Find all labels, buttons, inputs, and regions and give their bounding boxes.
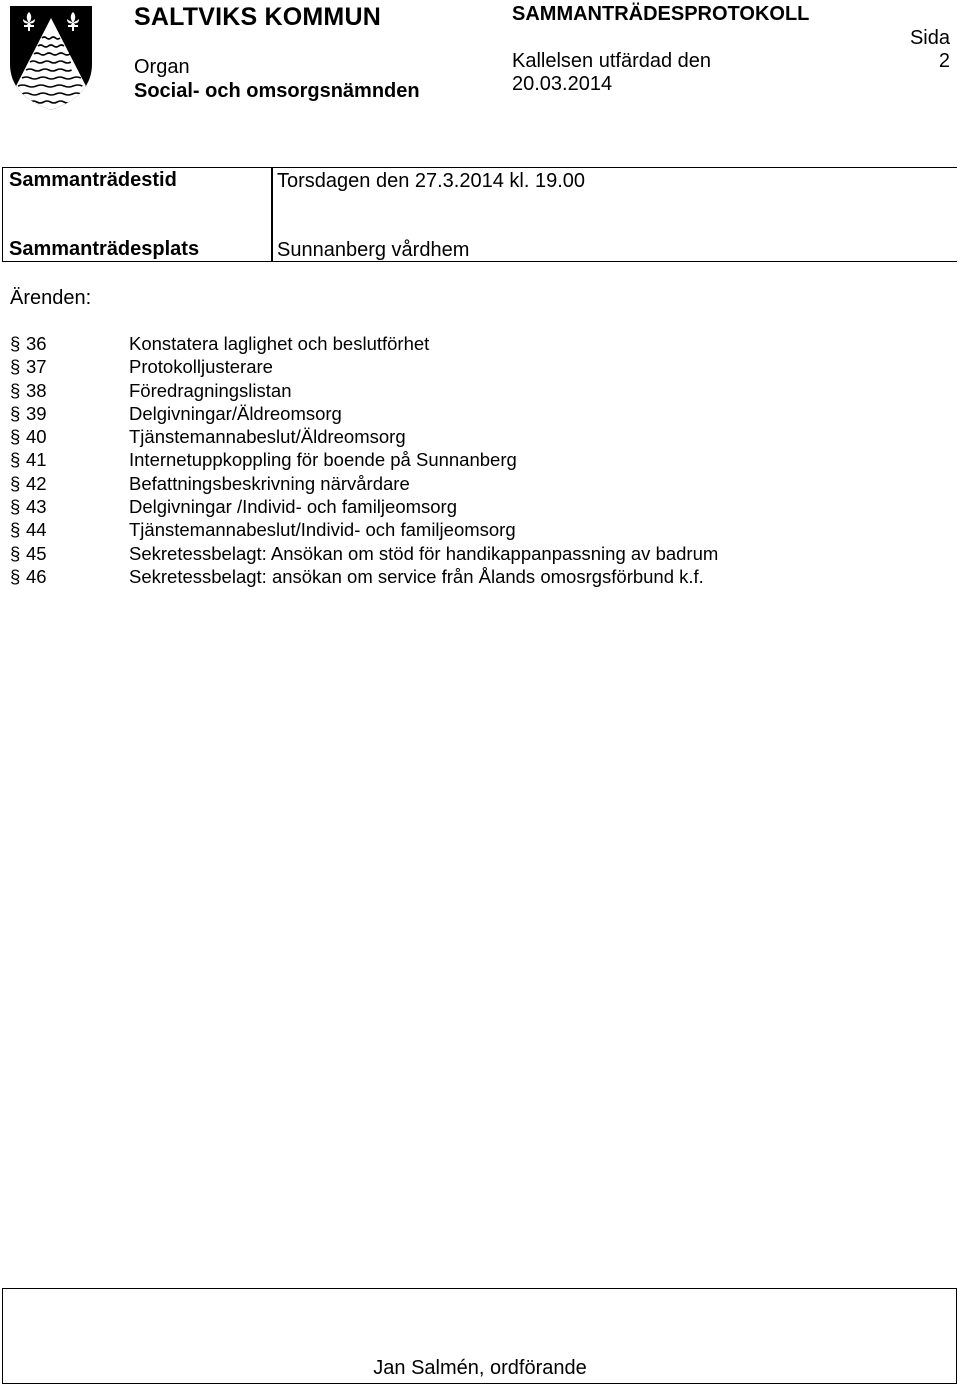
agenda-item-number: 40 <box>26 426 47 448</box>
notice-date-label: Kallelsen utfärdad den <box>512 50 712 72</box>
meeting-place-value: Sunnanberg vårdhem <box>277 239 470 261</box>
agenda-item-title: Befattningsbeskrivning närvårdare <box>129 472 410 494</box>
section-symbol: § <box>10 449 21 471</box>
municipality-name: SALTVIKS KOMMUN <box>134 3 381 31</box>
section-symbol: § <box>10 496 21 518</box>
agenda-item-title: Tjänstemannabeslut/Äldreomsorg <box>129 426 406 448</box>
agenda-item-number: 37 <box>26 356 47 378</box>
agenda-item-number: 39 <box>26 402 47 424</box>
section-symbol: § <box>10 379 21 401</box>
agenda-item-title: Delgivningar /Individ- och familjeomsorg <box>129 496 458 518</box>
agenda-item-number: 46 <box>26 565 47 587</box>
chairman-signature: Jan Salmén, ordförande <box>373 1357 587 1379</box>
section-symbol: § <box>10 356 21 378</box>
agenda-item-title: Sekretessbelagt: Ansökan om stöd för handikappanpassning av badrum <box>129 542 719 564</box>
meeting-place-label: Sammanträdesplats <box>9 238 200 260</box>
agenda-heading: Ärenden: <box>10 287 92 309</box>
organ-value: Social- och omsorgsnämnden <box>134 80 420 102</box>
agenda-item-title: Tjänstemannabeslut/Individ- och familjeomsorg <box>129 519 516 541</box>
agenda-item-title: Delgivningar/Äldreomsorg <box>129 402 342 424</box>
agenda-item-number: 42 <box>26 472 47 494</box>
agenda-item-title: Föredragningslistan <box>129 379 292 401</box>
meeting-time-value: Torsdagen den 27.3.2014 kl. 19.00 <box>277 170 586 192</box>
agenda-item-title: Konstatera laglighet och beslutförhet <box>129 333 430 354</box>
agenda-item-number: 44 <box>26 519 47 541</box>
organ-label: Organ <box>134 56 190 78</box>
agenda-item-number: 41 <box>26 449 47 471</box>
meeting-time-label: Sammanträdestid <box>9 169 177 191</box>
section-symbol: § <box>10 565 21 587</box>
section-symbol: § <box>10 472 21 494</box>
agenda-item-title: Internetuppkoppling för boende på Sunnanberg <box>129 449 517 471</box>
notice-date-value: 20.03.2014 <box>512 73 613 95</box>
coat-of-arms-icon <box>8 4 94 112</box>
document-type: SAMMANTRÄDESPROTOKOLL <box>512 3 810 25</box>
section-symbol: § <box>10 402 21 424</box>
section-symbol: § <box>10 333 21 354</box>
agenda-item-number: 43 <box>26 496 47 518</box>
agenda-item-number: 38 <box>26 379 47 401</box>
agenda-item-number: 45 <box>26 542 47 564</box>
meeting-divider <box>271 168 273 261</box>
agenda-item-title: Sekretessbelagt: ansökan om service från Ålands omosrgsförbund k.f. <box>129 565 704 587</box>
section-symbol: § <box>10 542 21 564</box>
page-number: 2 <box>938 50 950 72</box>
section-symbol: § <box>10 426 21 448</box>
section-symbol: § <box>10 519 21 541</box>
agenda-item-title: Protokolljusterare <box>129 356 273 378</box>
agenda-item-number: 36 <box>26 333 47 354</box>
page-label: Sida <box>909 27 950 49</box>
